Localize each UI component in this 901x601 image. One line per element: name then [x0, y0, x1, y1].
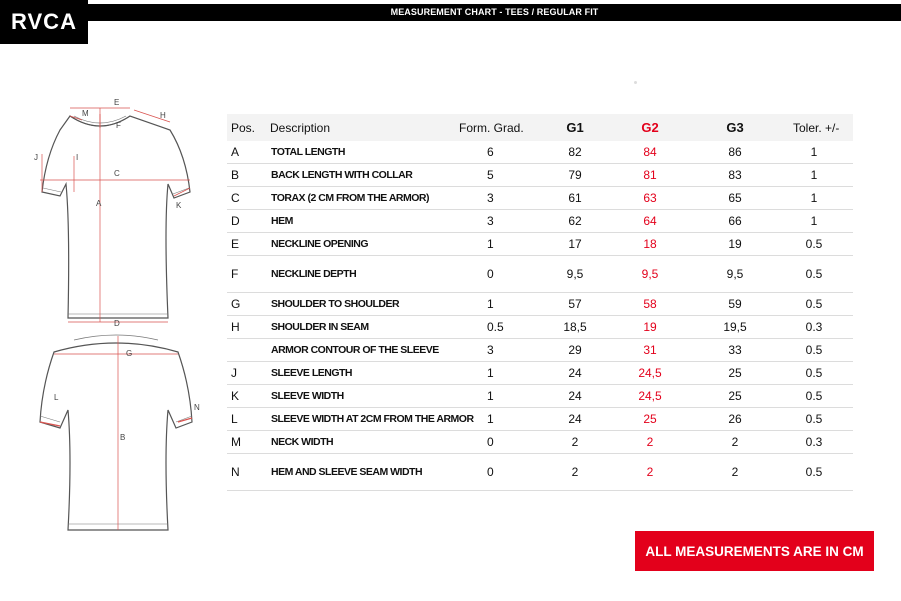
cell-tolerance: 0.5: [805, 237, 823, 251]
label-f: F: [116, 121, 121, 130]
cell-g1: 79: [568, 168, 582, 182]
cell-tolerance: 0.5: [805, 389, 823, 403]
cell-g3: 86: [728, 145, 742, 159]
cell-form-grad: 0: [487, 465, 494, 479]
cell-g2: 9,5: [641, 267, 659, 281]
cell-g1: 24: [568, 389, 582, 403]
label-e: E: [114, 98, 120, 107]
cell-form-grad: 6: [487, 145, 494, 159]
cell-tolerance: 0.3: [805, 320, 823, 334]
header-form-grad: Form. Grad.: [459, 120, 524, 135]
table-row: [227, 385, 853, 408]
units-note: ALL MEASUREMENTS ARE IN CM: [635, 531, 874, 571]
cell-g3: 25: [728, 366, 742, 380]
header-description: Description: [270, 120, 331, 135]
header-g1: G1: [566, 120, 584, 135]
cell-tolerance: 1: [810, 214, 818, 228]
table-row: [227, 187, 853, 210]
header-g3: G3: [726, 120, 744, 135]
cell-pos: J: [231, 366, 237, 380]
table-row: [227, 316, 853, 339]
cell-description: HEM: [271, 215, 293, 227]
cell-description: NECK WIDTH: [271, 436, 334, 448]
brand-logo: RVCA: [0, 0, 88, 44]
cell-pos: B: [231, 168, 240, 182]
table-row: [227, 141, 853, 164]
cell-g1: 61: [568, 191, 582, 205]
table-row: [227, 408, 853, 431]
cell-tolerance: 1: [810, 191, 818, 205]
cell-pos: A: [231, 145, 240, 159]
cell-g3: 33: [728, 343, 742, 357]
cell-g3: 25: [728, 389, 742, 403]
cell-form-grad: 1: [487, 237, 494, 251]
cell-g1: 24: [568, 412, 582, 426]
label-b: B: [120, 433, 126, 442]
cell-g2: 31: [643, 343, 657, 357]
cell-g3: 83: [728, 168, 742, 182]
label-l: L: [54, 393, 59, 402]
cell-g2: 2: [646, 435, 654, 449]
tee-back-outline: [40, 343, 192, 530]
label-a: A: [96, 199, 102, 208]
cell-g2: 63: [643, 191, 657, 205]
cell-tolerance: 0.3: [805, 435, 823, 449]
label-n: N: [194, 403, 200, 412]
cell-form-grad: 0.5: [487, 320, 504, 334]
cell-g2: 81: [643, 168, 657, 182]
cell-g1: 62: [568, 214, 582, 228]
cell-form-grad: 0: [487, 435, 494, 449]
cell-tolerance: 0.5: [805, 412, 823, 426]
table-row: [227, 293, 853, 316]
cell-g3: 26: [728, 412, 742, 426]
cell-tolerance: 0.5: [805, 297, 823, 311]
cell-form-grad: 1: [487, 366, 494, 380]
label-j: J: [34, 153, 38, 162]
cell-g1: 82: [568, 145, 582, 159]
cell-tolerance: 0.5: [805, 343, 823, 357]
cell-pos: C: [231, 191, 240, 205]
tee-front-diagram: [30, 96, 200, 326]
label-m: M: [82, 109, 89, 118]
cell-g3: 66: [728, 214, 742, 228]
header-g2: G2: [641, 120, 659, 135]
cell-g3: 65: [728, 191, 742, 205]
cell-form-grad: 1: [487, 412, 494, 426]
page-title: MEASUREMENT CHART - TEES / REGULAR FIT: [88, 4, 901, 21]
cell-form-grad: 1: [487, 389, 494, 403]
label-g: G: [126, 349, 133, 358]
cell-description: SLEEVE LENGTH: [271, 367, 353, 379]
cell-tolerance: 1: [810, 168, 818, 182]
cell-g3: 19: [728, 237, 742, 251]
header-tolerance: Toler. +/-: [793, 120, 840, 135]
cell-tolerance: 0.5: [805, 366, 823, 380]
cell-description: SHOULDER IN SEAM: [271, 321, 369, 333]
cell-g3: 59: [728, 297, 742, 311]
table-header: [227, 114, 853, 141]
cell-g1: 57: [568, 297, 582, 311]
cell-g1: 2: [571, 465, 579, 479]
cell-description: TORAX (2 CM FROM THE ARMOR): [271, 192, 429, 204]
cell-g2: 24,5: [638, 366, 662, 380]
cell-form-grad: 3: [487, 191, 494, 205]
cell-g2: 18: [643, 237, 657, 251]
cell-pos: D: [231, 214, 240, 228]
cell-pos: F: [231, 267, 239, 281]
table-body: [227, 141, 853, 491]
cell-g3: 19,5: [723, 320, 747, 334]
cell-g2: 84: [643, 145, 657, 159]
cell-g1: 17: [568, 237, 582, 251]
cell-g2: 2: [646, 465, 654, 479]
table-row: [227, 233, 853, 256]
label-c: C: [114, 169, 120, 178]
cell-tolerance: 1: [810, 145, 818, 159]
cell-form-grad: 3: [487, 343, 494, 357]
measurement-table: [227, 114, 853, 491]
table-row: [227, 454, 853, 491]
cell-g1: 2: [571, 435, 579, 449]
table-row: [227, 339, 853, 362]
cell-g1: 18,5: [563, 320, 587, 334]
table-row: [227, 362, 853, 385]
table-row: [227, 164, 853, 187]
cell-description: SLEEVE WIDTH AT 2CM FROM THE ARMOR: [271, 413, 474, 425]
cell-description: SHOULDER TO SHOULDER: [271, 298, 400, 310]
cell-pos: M: [231, 435, 241, 449]
label-h: H: [160, 111, 166, 120]
cell-form-grad: 3: [487, 214, 494, 228]
cell-description: HEM AND SLEEVE SEAM WIDTH: [271, 466, 423, 478]
table-row: [227, 210, 853, 233]
cell-pos: E: [231, 237, 240, 251]
cell-g2: 19: [643, 320, 657, 334]
cell-pos: K: [231, 389, 240, 403]
cell-g1: 24: [568, 366, 582, 380]
cell-form-grad: 5: [487, 168, 494, 182]
cell-pos: N: [231, 465, 240, 479]
label-d: D: [114, 319, 120, 326]
cell-g3: 9,5: [726, 267, 744, 281]
tee-back-diagram: [34, 326, 204, 538]
cell-description: BACK LENGTH WITH COLLAR: [271, 169, 413, 181]
cell-tolerance: 0.5: [805, 267, 823, 281]
cell-form-grad: 1: [487, 297, 494, 311]
cell-form-grad: 0: [487, 267, 494, 281]
cell-tolerance: 0.5: [805, 465, 823, 479]
cell-g2: 24,5: [638, 389, 662, 403]
table-row: [227, 431, 853, 454]
cell-pos: H: [231, 320, 240, 334]
decorative-dot: [634, 81, 637, 84]
label-i: I: [76, 153, 79, 162]
cell-g2: 58: [643, 297, 657, 311]
cell-g3: 2: [731, 435, 739, 449]
cell-description: SLEEVE WIDTH: [271, 390, 344, 402]
table-row: [227, 256, 853, 293]
cell-g2: 64: [643, 214, 657, 228]
tee-back-collar: [74, 335, 158, 340]
cell-g1: 9,5: [566, 267, 584, 281]
header-pos: Pos.: [231, 120, 256, 135]
cell-description: NECKLINE DEPTH: [271, 268, 357, 280]
tee-front-outline: [42, 116, 190, 318]
cell-g3: 2: [731, 465, 739, 479]
cell-pos: G: [231, 297, 241, 311]
cell-pos: L: [231, 412, 238, 426]
cell-description: NECKLINE OPENING: [271, 238, 369, 250]
cell-description: TOTAL LENGTH: [271, 146, 345, 158]
cell-g1: 29: [568, 343, 582, 357]
label-k: K: [176, 201, 182, 210]
cell-description: ARMOR CONTOUR OF THE SLEEVE: [271, 344, 439, 356]
cell-g2: 25: [643, 412, 657, 426]
